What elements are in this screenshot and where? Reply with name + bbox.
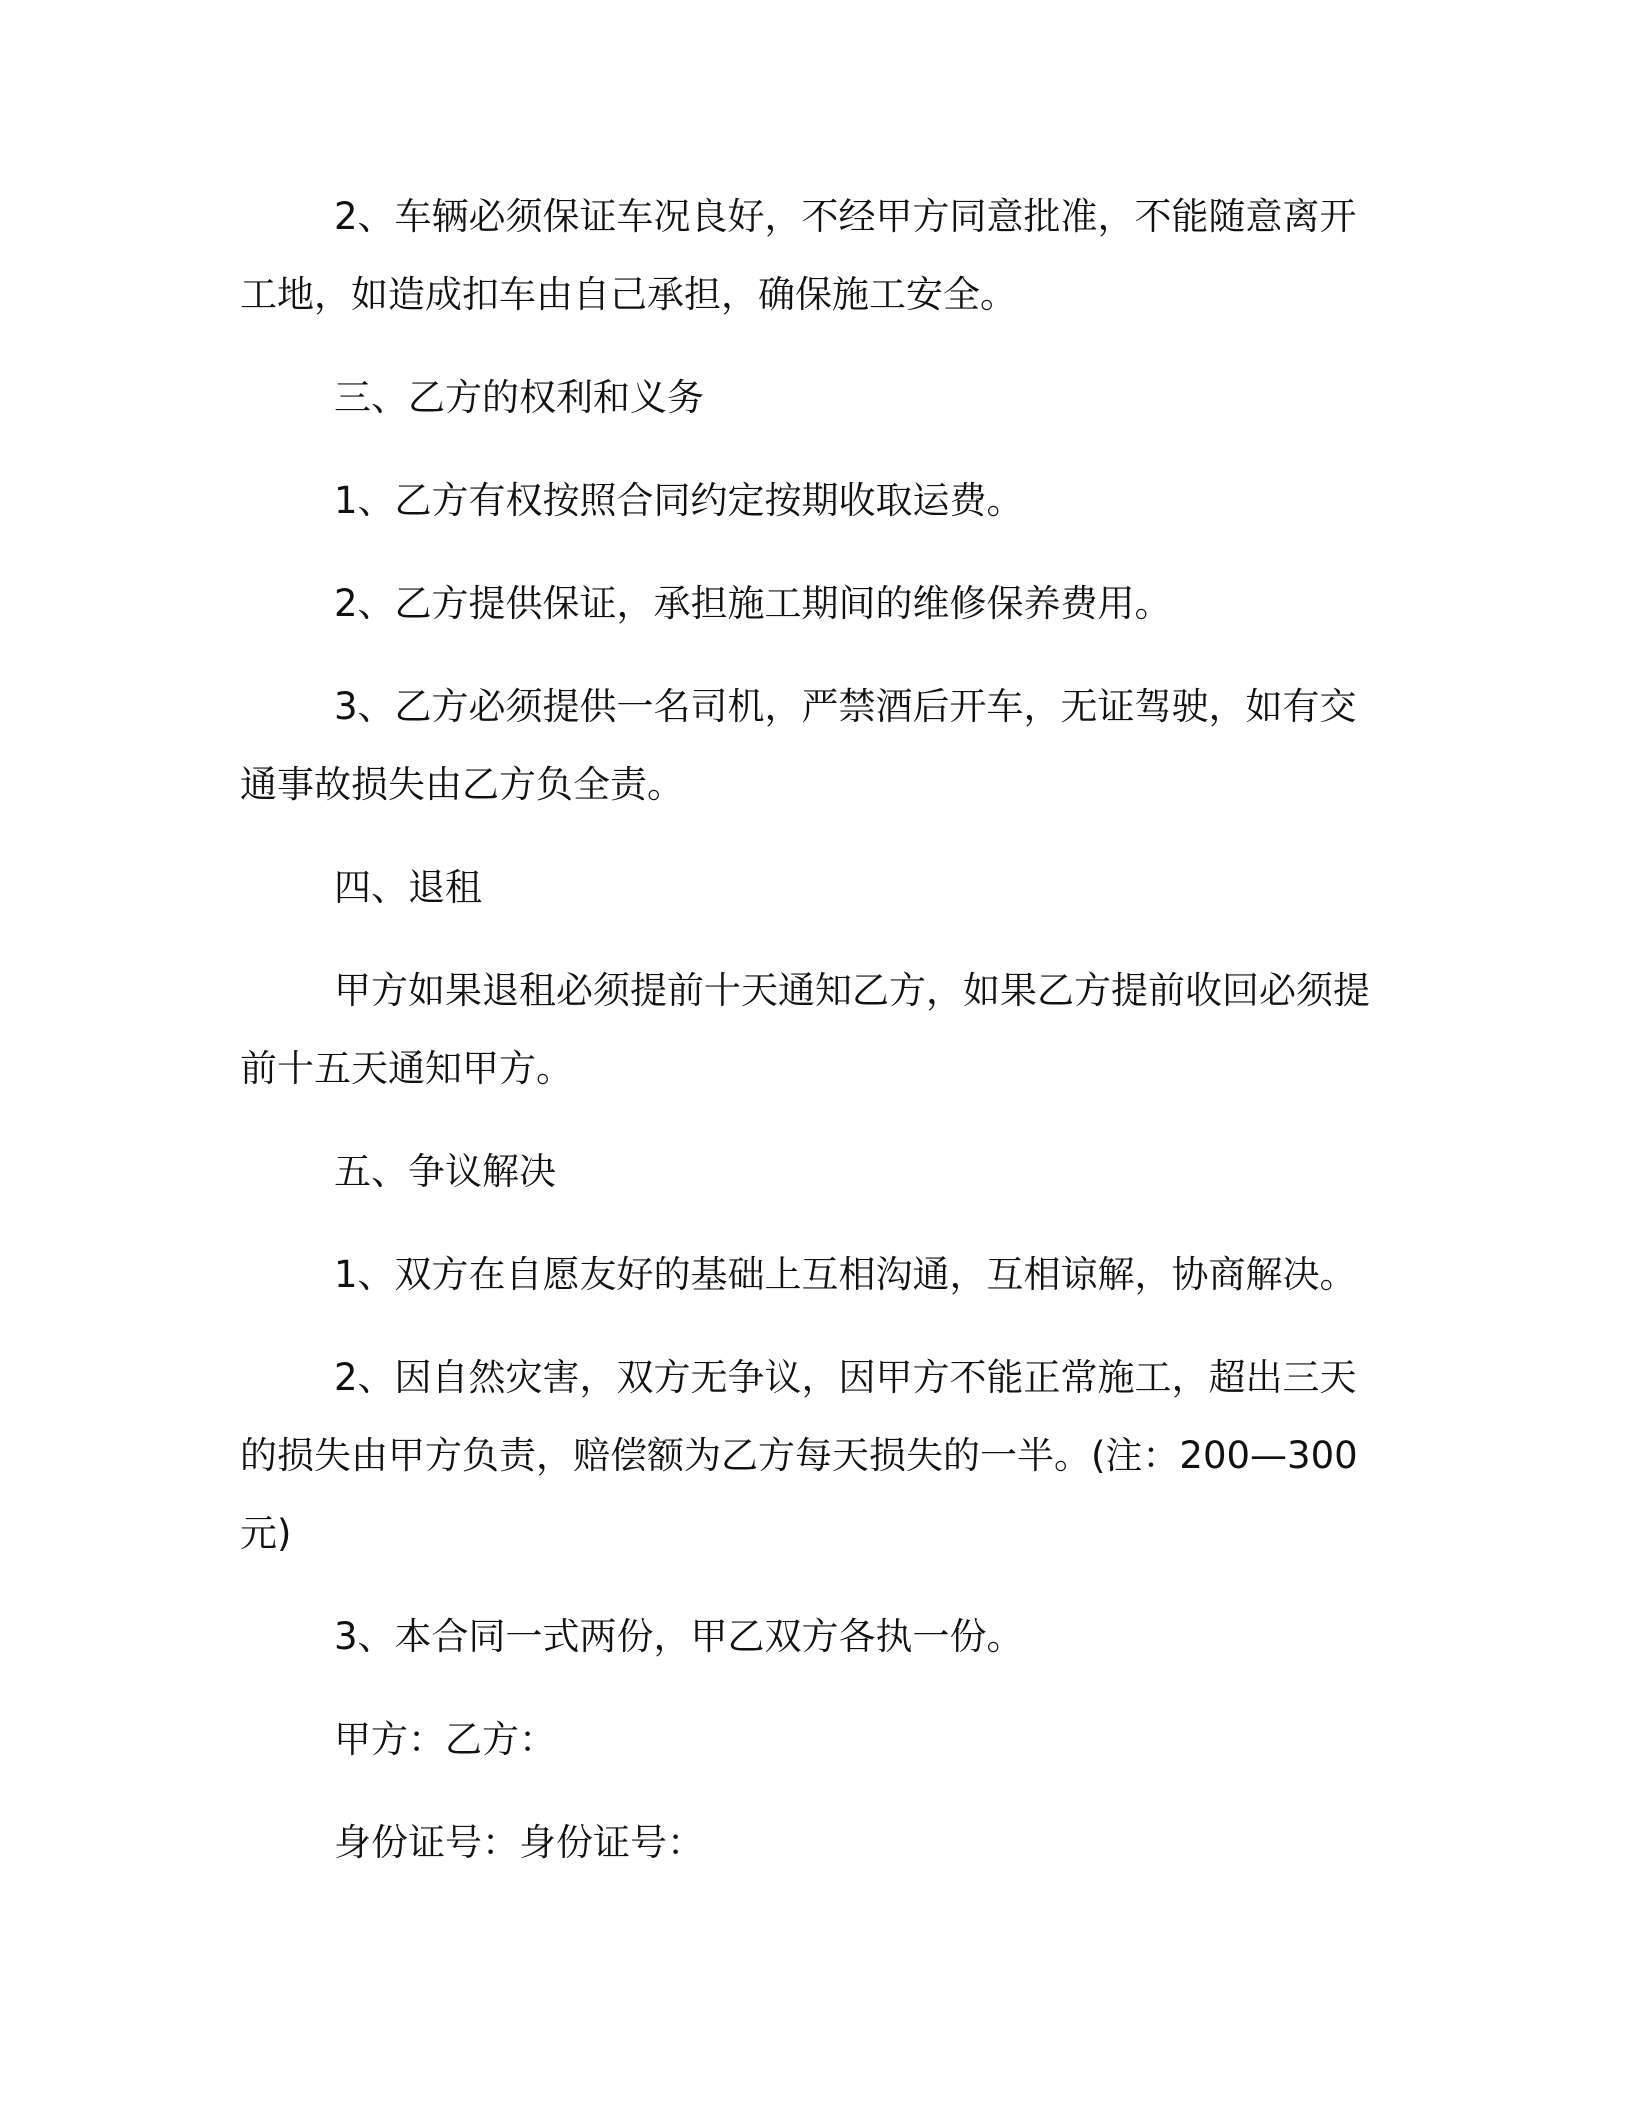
paragraph-line: 前十五天通知甲方。 bbox=[240, 1047, 573, 1090]
heading-text: 四、退租 bbox=[334, 866, 482, 909]
paragraph-line: 3、本合同一式两份，甲乙双方各执一份。 bbox=[334, 1615, 1024, 1658]
paragraph-line: 2、乙方提供保证，承担施工期间的维修保养费用。 bbox=[334, 582, 1172, 625]
signature-id-numbers bbox=[240, 1804, 1390, 1882]
paragraph-line: 1、双方在自愿友好的基础上互相沟通，互相谅解，协商解决。 bbox=[334, 1253, 1357, 1296]
paragraph-line: 2、车辆必须保证车况良好，不经甲方同意批准，不能随意离开 bbox=[334, 195, 1357, 238]
paragraph-line: 甲方如果退租必须提前十天通知乙方，如果乙方提前收回必须提 bbox=[334, 969, 1370, 1012]
paragraph-line: 元) bbox=[240, 1512, 292, 1555]
paragraph-line: 的损失由甲方负责，赔偿额为乙方每天损失的一半。(注：200—300 bbox=[240, 1434, 1358, 1477]
section-heading-party-b-rights bbox=[240, 359, 1390, 437]
paragraph-line: 工地，如造成扣车由自己承担，确保施工安全。 bbox=[240, 273, 1017, 316]
section-heading-dispute-resolution bbox=[240, 1133, 1390, 1211]
signature-line: 身份证号：身份证号： bbox=[334, 1821, 704, 1864]
paragraph-line: 通事故损失由乙方负全责。 bbox=[240, 763, 684, 806]
heading-text: 三、乙方的权利和义务 bbox=[334, 376, 704, 419]
paragraph-driver-requirement bbox=[240, 668, 1390, 824]
signature-parties bbox=[240, 1701, 1390, 1779]
paragraph-natural-disaster bbox=[240, 1339, 1390, 1573]
paragraph-line: 3、乙方必须提供一名司机，严禁酒后开车，无证驾驶，如有交 bbox=[334, 685, 1357, 728]
paragraph-vehicle-condition bbox=[240, 178, 1390, 334]
heading-text: 五、争议解决 bbox=[334, 1150, 556, 1193]
paragraph-line: 2、因自然灾害，双方无争议，因甲方不能正常施工，超出三天 bbox=[334, 1356, 1357, 1399]
paragraph-mutual-negotiation bbox=[240, 1236, 1390, 1314]
paragraph-freight-collection bbox=[240, 462, 1390, 540]
paragraph-copies bbox=[240, 1598, 1390, 1676]
section-heading-termination bbox=[240, 849, 1390, 927]
paragraph-termination-notice bbox=[240, 952, 1390, 1108]
paragraph-line: 1、乙方有权按照合同约定按期收取运费。 bbox=[334, 479, 1024, 522]
paragraph-maintenance-costs bbox=[240, 565, 1390, 643]
signature-line: 甲方：乙方： bbox=[334, 1718, 556, 1761]
